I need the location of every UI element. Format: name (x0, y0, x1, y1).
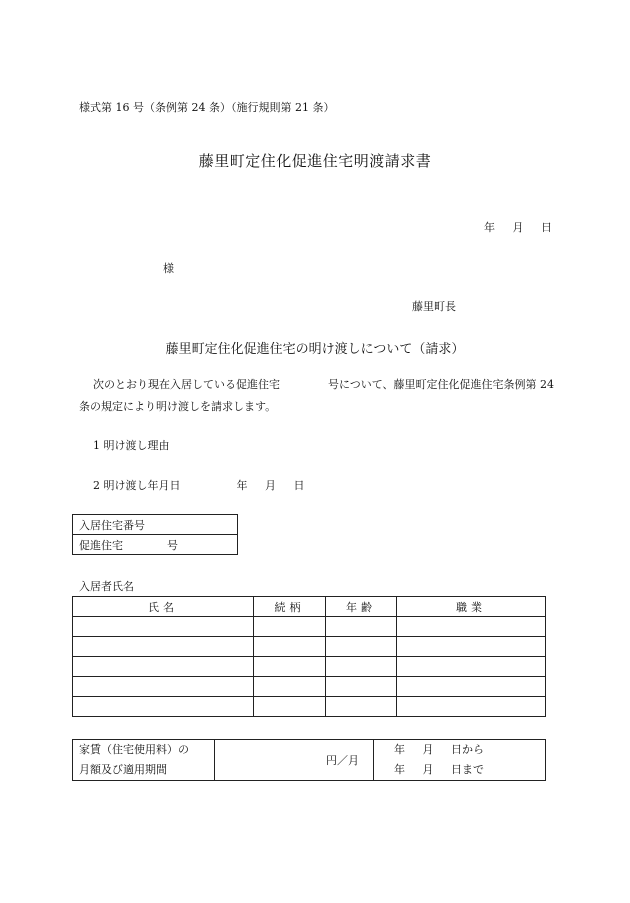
table-row (73, 637, 546, 657)
rent-label (73, 740, 215, 781)
cell-relation[interactable] (254, 697, 326, 717)
rent-table (72, 739, 546, 781)
item-reason: 1 明け渡し理由 (93, 439, 170, 452)
cell-occupation[interactable] (397, 617, 546, 637)
cell-age[interactable] (326, 657, 397, 677)
house-number-value (73, 535, 238, 555)
column-header-age: 年齢 (326, 597, 397, 617)
rent-period-from[interactable]: 年 月 日から (394, 743, 484, 756)
document-subtitle: 藤里町定住化促進住宅の明け渡しについて（請求） (165, 342, 465, 357)
addressee-suffix: 様 (163, 262, 174, 275)
form-number: 様式第 16 号（条例第 24 条）（施行規則第 21 条） (79, 101, 335, 114)
issuer-name: 藤里町長 (412, 300, 456, 313)
cell-relation[interactable] (254, 657, 326, 677)
residents-label: 入居者氏名 (79, 580, 134, 593)
item-date-label: 2 明け渡し年月日 (93, 479, 181, 492)
rent-label-line-2: 月額及び適用期間 (79, 763, 167, 776)
rent-amount-unit: 円／月 (326, 754, 359, 767)
cell-age[interactable] (326, 637, 397, 657)
cell-age[interactable] (326, 677, 397, 697)
body-line-1-part-a: 次のとおり現在入居している促進住宅 (93, 378, 280, 391)
cell-relation[interactable] (254, 617, 326, 637)
cell-occupation[interactable] (397, 697, 546, 717)
cell-name[interactable] (73, 637, 254, 657)
cell-relation[interactable] (254, 637, 326, 657)
rent-label-line-1: 家賃（住宅使用料）の (79, 743, 189, 756)
residents-table (72, 596, 546, 717)
cell-occupation[interactable] (397, 657, 546, 677)
cell-name[interactable] (73, 617, 254, 637)
rent-amount-field[interactable] (215, 740, 374, 781)
house-number-table (72, 514, 238, 555)
table-row (73, 657, 546, 677)
rent-period-to[interactable]: 年 月 日まで (394, 763, 484, 776)
issue-date: 年 月 日 (484, 221, 552, 234)
item-date (93, 477, 305, 493)
item-date-value: 年 月 日 (236, 479, 305, 492)
cell-age[interactable] (326, 617, 397, 637)
cell-age[interactable] (326, 697, 397, 717)
cell-name[interactable] (73, 697, 254, 717)
cell-occupation[interactable] (397, 677, 546, 697)
body-line-1 (93, 376, 554, 392)
column-header-relation: 続柄 (254, 597, 326, 617)
rent-period (374, 740, 546, 781)
house-suffix: 号 (167, 538, 178, 552)
cell-name[interactable] (73, 677, 254, 697)
document-title: 藤里町定住化促進住宅明渡請求書 (198, 152, 432, 170)
table-row (73, 677, 546, 697)
column-header-name: 氏名 (73, 597, 254, 617)
column-header-occupation: 職業 (397, 597, 546, 617)
cell-relation[interactable] (254, 677, 326, 697)
body-line-1-part-b: 号について、藤里町定住化促進住宅条例第 24 (328, 378, 555, 391)
house-prefix: 促進住宅 (79, 538, 123, 552)
cell-occupation[interactable] (397, 637, 546, 657)
table-row (73, 697, 546, 717)
house-number-header: 入居住宅番号 (73, 515, 238, 535)
body-line-2: 条の規定により明け渡しを請求します。 (79, 400, 277, 413)
cell-name[interactable] (73, 657, 254, 677)
table-row (73, 617, 546, 637)
